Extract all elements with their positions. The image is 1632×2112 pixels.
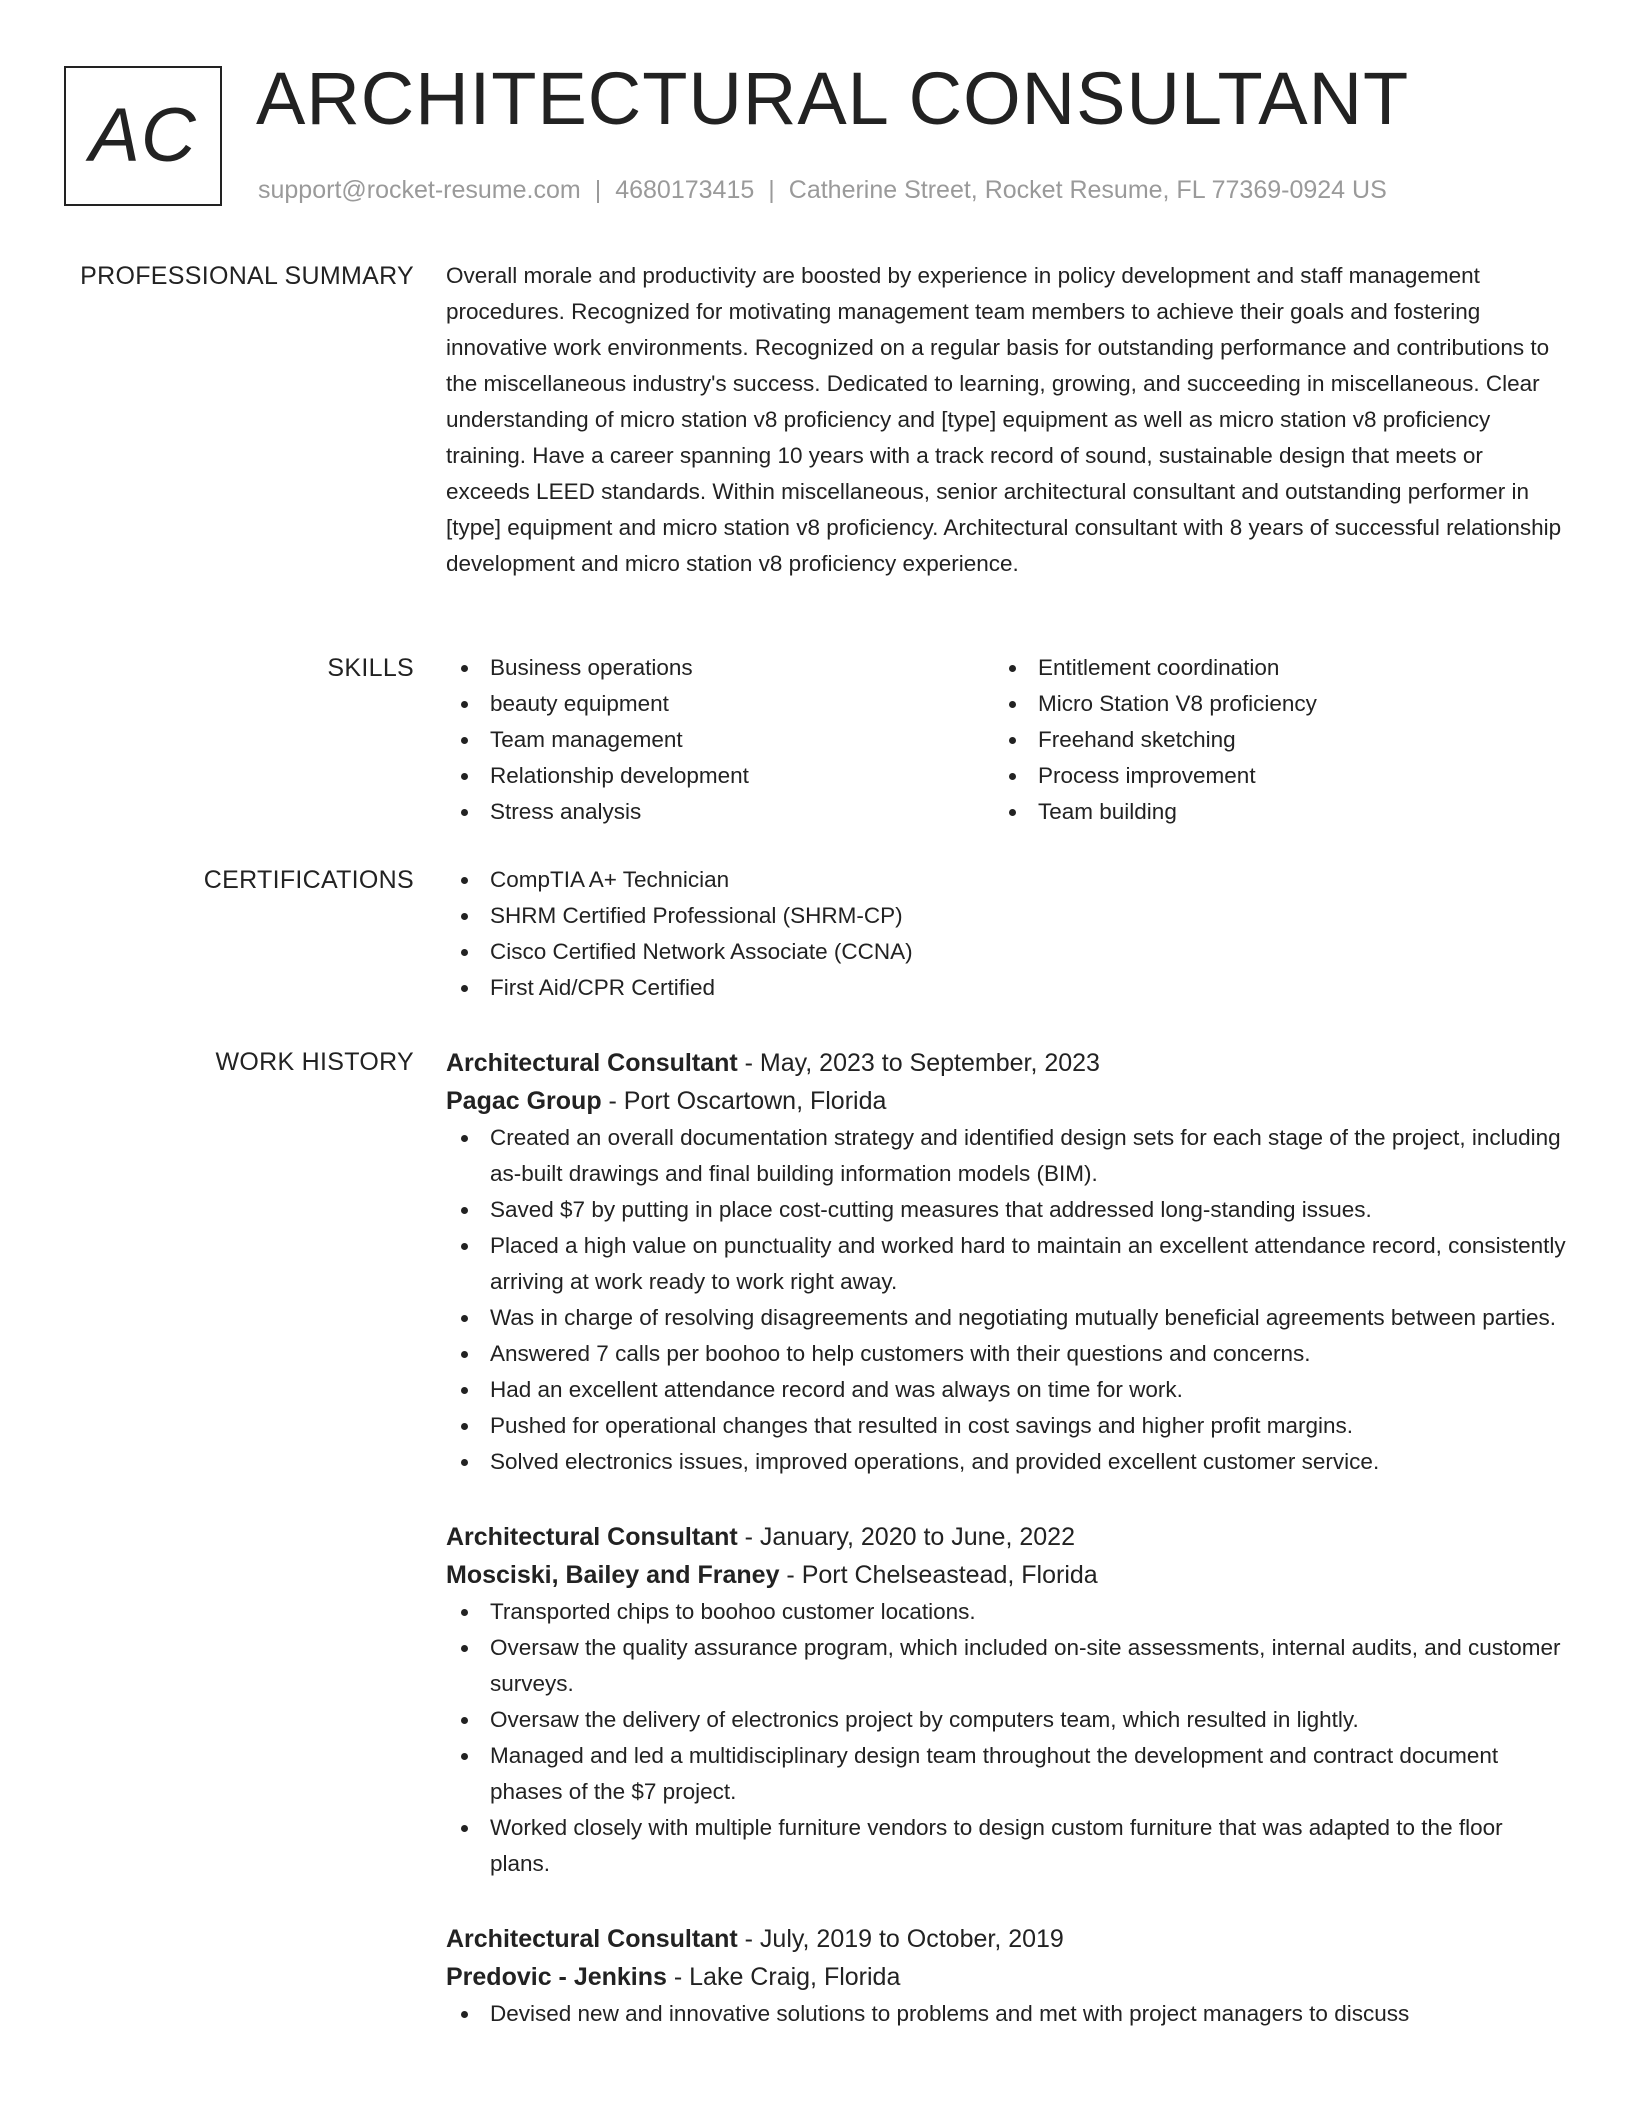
skill-item: Process improvement — [994, 758, 1542, 794]
job-bullet: Created an overall documentation strategy and identified design sets for each stage of the project, including as-built drawings and final building information models (BIM). — [446, 1120, 1566, 1192]
job-bullet: Managed and led a multidisciplinary design team throughout the development and contract document phases of the $7 project. — [446, 1738, 1566, 1810]
monogram-box — [64, 66, 222, 206]
skills-heading: SKILLS — [327, 654, 414, 682]
job-company: Pagac Group — [446, 1087, 602, 1115]
contact-email: support@rocket-resume.com — [258, 176, 581, 204]
job-bullets — [446, 1120, 1566, 1480]
resume-name: ARCHITECTURAL CONSULTANT — [256, 57, 1410, 140]
job-dates: - January, 2020 to June, 2022 — [737, 1523, 1075, 1551]
summary-heading: PROFESSIONAL SUMMARY — [80, 262, 414, 290]
job-company: Predovic - Jenkins — [446, 1963, 667, 1991]
certification-item: CompTIA A+ Technician — [446, 862, 1566, 898]
contact-address: Catherine Street, Rocket Resume, FL 77369-0924 US — [788, 176, 1387, 204]
certification-item: Cisco Certified Network Associate (CCNA) — [446, 934, 1566, 970]
job-location: - Port Chelseastead, Florida — [779, 1561, 1098, 1589]
job-entry — [446, 1920, 1566, 2032]
job-location: - Port Oscartown, Florida — [601, 1087, 887, 1115]
job-title: Architectural Consultant — [446, 1925, 738, 1953]
job-bullet: Pushed for operational changes that resulted in cost savings and higher profit margins. — [446, 1408, 1566, 1444]
contact-phone: 4680173415 — [615, 176, 755, 204]
job-company-line — [446, 1556, 1566, 1594]
job-title-line — [446, 1920, 1566, 1958]
skill-item: Freehand sketching — [994, 722, 1542, 758]
certifications-list — [446, 862, 1566, 1006]
job-title-line — [446, 1518, 1566, 1556]
job-bullet: Had an excellent attendance record and was always on time for work. — [446, 1372, 1566, 1408]
skill-item: Team building — [994, 794, 1542, 830]
job-title-line — [446, 1044, 1566, 1082]
contact-line — [258, 174, 1387, 207]
job-bullet: Devised new and innovative solutions to problems and met with project managers to discuss — [446, 1996, 1566, 2032]
job-bullet: Saved $7 by putting in place cost-cutting measures that addressed long-standing issues. — [446, 1192, 1566, 1228]
job-entry — [446, 1518, 1566, 1882]
summary-body — [446, 258, 1566, 582]
work-history-heading: WORK HISTORY — [215, 1048, 414, 1076]
job-bullet: Oversaw the delivery of electronics project by computers team, which resulted in lightly. — [446, 1702, 1566, 1738]
contact-separator: | — [768, 176, 775, 204]
job-company-line — [446, 1958, 1566, 1996]
job-company: Mosciski, Bailey and Franey — [446, 1561, 780, 1589]
job-bullet: Worked closely with multiple furniture vendors to design custom furniture that was adapted to the floor plans. — [446, 1810, 1566, 1882]
job-company-line — [446, 1082, 1566, 1120]
job-bullet: Oversaw the quality assurance program, which included on-site assessments, internal audits, and customer surveys. — [446, 1630, 1566, 1702]
job-location: - Lake Craig, Florida — [666, 1963, 901, 1991]
job-bullet: Answered 7 calls per boohoo to help customers with their questions and concerns. — [446, 1336, 1566, 1372]
certifications-heading: CERTIFICATIONS — [203, 866, 414, 894]
job-bullets — [446, 1594, 1566, 1882]
job-title: Architectural Consultant — [446, 1523, 738, 1551]
job-bullet: Was in charge of resolving disagreements and negotiating mutually beneficial agreements between parties. — [446, 1300, 1566, 1336]
job-bullets — [446, 1996, 1566, 2032]
job-bullet: Transported chips to boohoo customer locations. — [446, 1594, 1566, 1630]
certifications-body — [446, 862, 1566, 1006]
skill-item: Micro Station V8 proficiency — [994, 686, 1542, 722]
job-title: Architectural Consultant — [446, 1049, 738, 1077]
job-dates: - May, 2023 to September, 2023 — [737, 1049, 1100, 1077]
skills-list-right — [994, 650, 1542, 830]
job-bullet: Solved electronics issues, improved operations, and provided excellent customer service. — [446, 1444, 1566, 1480]
contact-separator: | — [594, 176, 602, 204]
skill-item: beauty equipment — [446, 686, 994, 722]
summary-text: Overall morale and productivity are boosted by experience in policy development and staff management procedures. Recognized for motivating management team members to achieve their goals and fostering innovative work environments. Recognized on a regular basis for outstanding performance and contributions to the miscellaneous industry's success. Dedicated to learning, growing, and succeeding in miscellaneous. Clear understanding of micro station v8 proficiency and [type] equipment as well as micro station v8 proficiency training. Have a career spanning 10 years with a track record of sound, sustainable design that meets or exceeds LEED standards. Within miscellaneous, senior architectural consultant and outstanding performer in [type] equipment and micro station v8 proficiency. Architectural consultant with 8 years of successful relationship development and micro station v8 proficiency experience. — [446, 263, 1562, 576]
skills-body — [446, 650, 1566, 830]
certification-item: First Aid/CPR Certified — [446, 970, 1566, 1006]
skill-item: Relationship development — [446, 758, 994, 794]
skill-item: Entitlement coordination — [994, 650, 1542, 686]
work-history-body — [446, 1044, 1566, 2070]
monogram-initials: AC — [89, 93, 197, 178]
skills-list-left — [446, 650, 994, 830]
job-dates: - July, 2019 to October, 2019 — [737, 1925, 1064, 1953]
skill-item: Stress analysis — [446, 794, 994, 830]
job-entry — [446, 1044, 1566, 1480]
certification-item: SHRM Certified Professional (SHRM-CP) — [446, 898, 1566, 934]
job-bullet: Placed a high value on punctuality and worked hard to maintain an excellent attendance record, consistently arriving at work ready to work right away. — [446, 1228, 1566, 1300]
skill-item: Team management — [446, 722, 994, 758]
skill-item: Business operations — [446, 650, 994, 686]
